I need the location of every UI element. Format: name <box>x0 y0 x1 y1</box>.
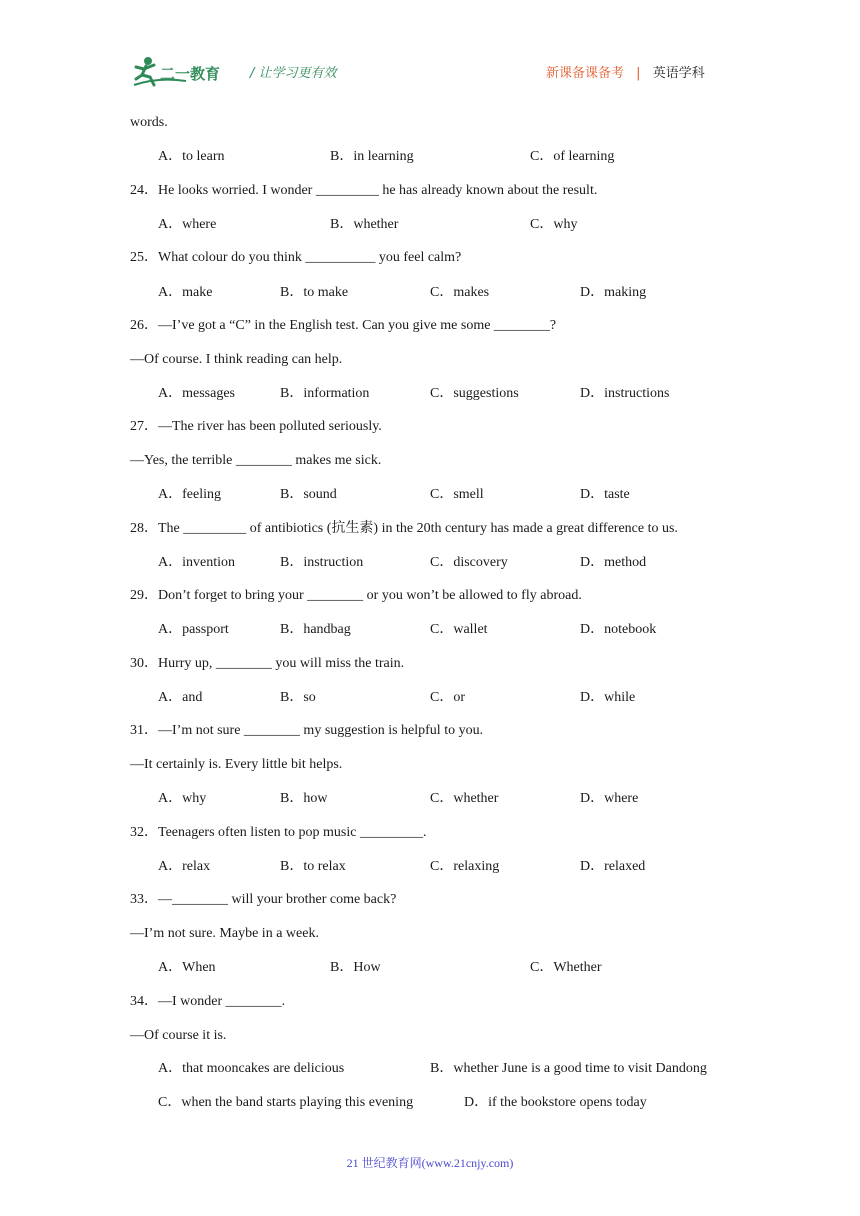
option-c: C．why <box>530 217 578 232</box>
question-28: 28．The _________ of antibiotics (抗生素) in the 20th century has made a great difference to us. <box>130 521 678 536</box>
option-b: B．handbag <box>280 622 351 637</box>
option-b: B．instruction <box>280 555 364 570</box>
option-a: A．to learn <box>158 149 225 164</box>
option-b: B．to make <box>280 285 349 300</box>
option-b: B．whether <box>330 217 399 232</box>
option-b: B．How <box>330 960 381 975</box>
question-33-reply: —I’m not sure. Maybe in a week. <box>130 926 319 941</box>
option-a: A．messages <box>158 386 235 401</box>
slogan: / 让学习更有效 <box>250 66 337 81</box>
option-c: C．whether <box>430 791 499 806</box>
logo-runner-icon <box>128 55 240 91</box>
options-q29 <box>158 621 798 639</box>
option-a: A．invention <box>158 555 235 570</box>
option-a: A．and <box>158 690 203 705</box>
options-q34-row1 <box>158 1060 798 1078</box>
option-d: D．instructions <box>580 386 670 401</box>
option-d: D．if the bookstore opens today <box>464 1095 647 1110</box>
option-c: C．discovery <box>430 555 508 570</box>
option-d: D．notebook <box>580 622 657 637</box>
question-34: 34．—I wonder ________. <box>130 994 286 1009</box>
option-c: C．relaxing <box>430 859 500 874</box>
options-q34-row2 <box>158 1094 798 1112</box>
question-27: 27．—The river has been polluted seriously. <box>130 419 382 434</box>
question-34-reply: —Of course it is. <box>130 1028 227 1043</box>
option-a: A．relax <box>158 859 211 874</box>
option-c: C．wallet <box>430 622 488 637</box>
option-b: B．in learning <box>330 149 414 164</box>
option-c: C．makes <box>430 285 490 300</box>
question-29: 29．Don’t forget to bring your ________ or you won’t be allowed to fly abroad. <box>130 588 582 603</box>
header-tag-course: 新课备课备考 <box>546 66 625 81</box>
question-26: 26．—I’ve got a “C” in the English test. Can you give me some ________? <box>130 318 557 333</box>
option-c: C．of learning <box>530 149 615 164</box>
options-q28 <box>158 554 798 572</box>
option-d: D．while <box>580 690 636 705</box>
header-separator: | <box>636 66 641 81</box>
option-b: B．how <box>280 791 328 806</box>
options-q26 <box>158 385 798 403</box>
question-27-reply: —Yes, the terrible ________ makes me sick. <box>130 453 382 468</box>
option-a: A．make <box>158 285 213 300</box>
options-q31 <box>158 790 798 808</box>
option-a: A．why <box>158 791 207 806</box>
option-a: A．where <box>158 217 217 232</box>
option-b: B．so <box>280 690 316 705</box>
option-d: D．where <box>580 791 639 806</box>
option-b: B．whether June is a good time to visit Dandong <box>430 1061 707 1076</box>
options-q27 <box>158 486 798 504</box>
question-24: 24．He looks worried. I wonder _________ he has already known about the result. <box>130 183 598 198</box>
option-a: A．feeling <box>158 487 221 502</box>
text-line: words. <box>130 115 168 130</box>
question-26-reply: —Of course. I think reading can help. <box>130 352 343 367</box>
option-c: C．or <box>430 690 465 705</box>
option-c: C．Whether <box>530 960 602 975</box>
options-q33 <box>158 959 798 977</box>
option-c: C．smell <box>430 487 484 502</box>
option-d: D．method <box>580 555 647 570</box>
question-31-reply: —It certainly is. Every little bit helps. <box>130 757 343 772</box>
option-b: B．sound <box>280 487 337 502</box>
option-d: D．relaxed <box>580 859 646 874</box>
option-b: B．to relax <box>280 859 346 874</box>
option-c: C．suggestions <box>430 386 519 401</box>
option-a: A．that mooncakes are delicious <box>158 1061 345 1076</box>
options-q24 <box>158 216 798 234</box>
question-33: 33．—________ will your brother come back? <box>130 892 397 907</box>
option-a: A．passport <box>158 622 229 637</box>
logo-text: 二一教育 <box>160 65 221 83</box>
option-c: C．when the band starts playing this evening <box>158 1095 414 1110</box>
options-q30 <box>158 689 798 707</box>
options-q32 <box>158 858 798 876</box>
page-header <box>0 0 860 100</box>
option-d: D．taste <box>580 487 630 502</box>
option-b: B．information <box>280 386 370 401</box>
option-a: A．When <box>158 960 216 975</box>
page-footer: 21 世纪教育网(www.21cnjy.com) <box>346 1156 514 1170</box>
question-32: 32．Teenagers often listen to pop music _________. <box>130 825 427 840</box>
header-tag-subject: 英语学科 <box>652 66 705 81</box>
question-25: 25．What colour do you think __________ you feel calm? <box>130 250 462 265</box>
question-30: 30．Hurry up, ________ you will miss the train. <box>130 656 405 671</box>
header-tags <box>546 62 705 81</box>
option-d: D．making <box>580 285 647 300</box>
question-31: 31．—I’m not sure ________ my suggestion is helpful to you. <box>130 723 484 738</box>
options-q23 <box>158 148 798 166</box>
options-q25 <box>158 284 798 302</box>
